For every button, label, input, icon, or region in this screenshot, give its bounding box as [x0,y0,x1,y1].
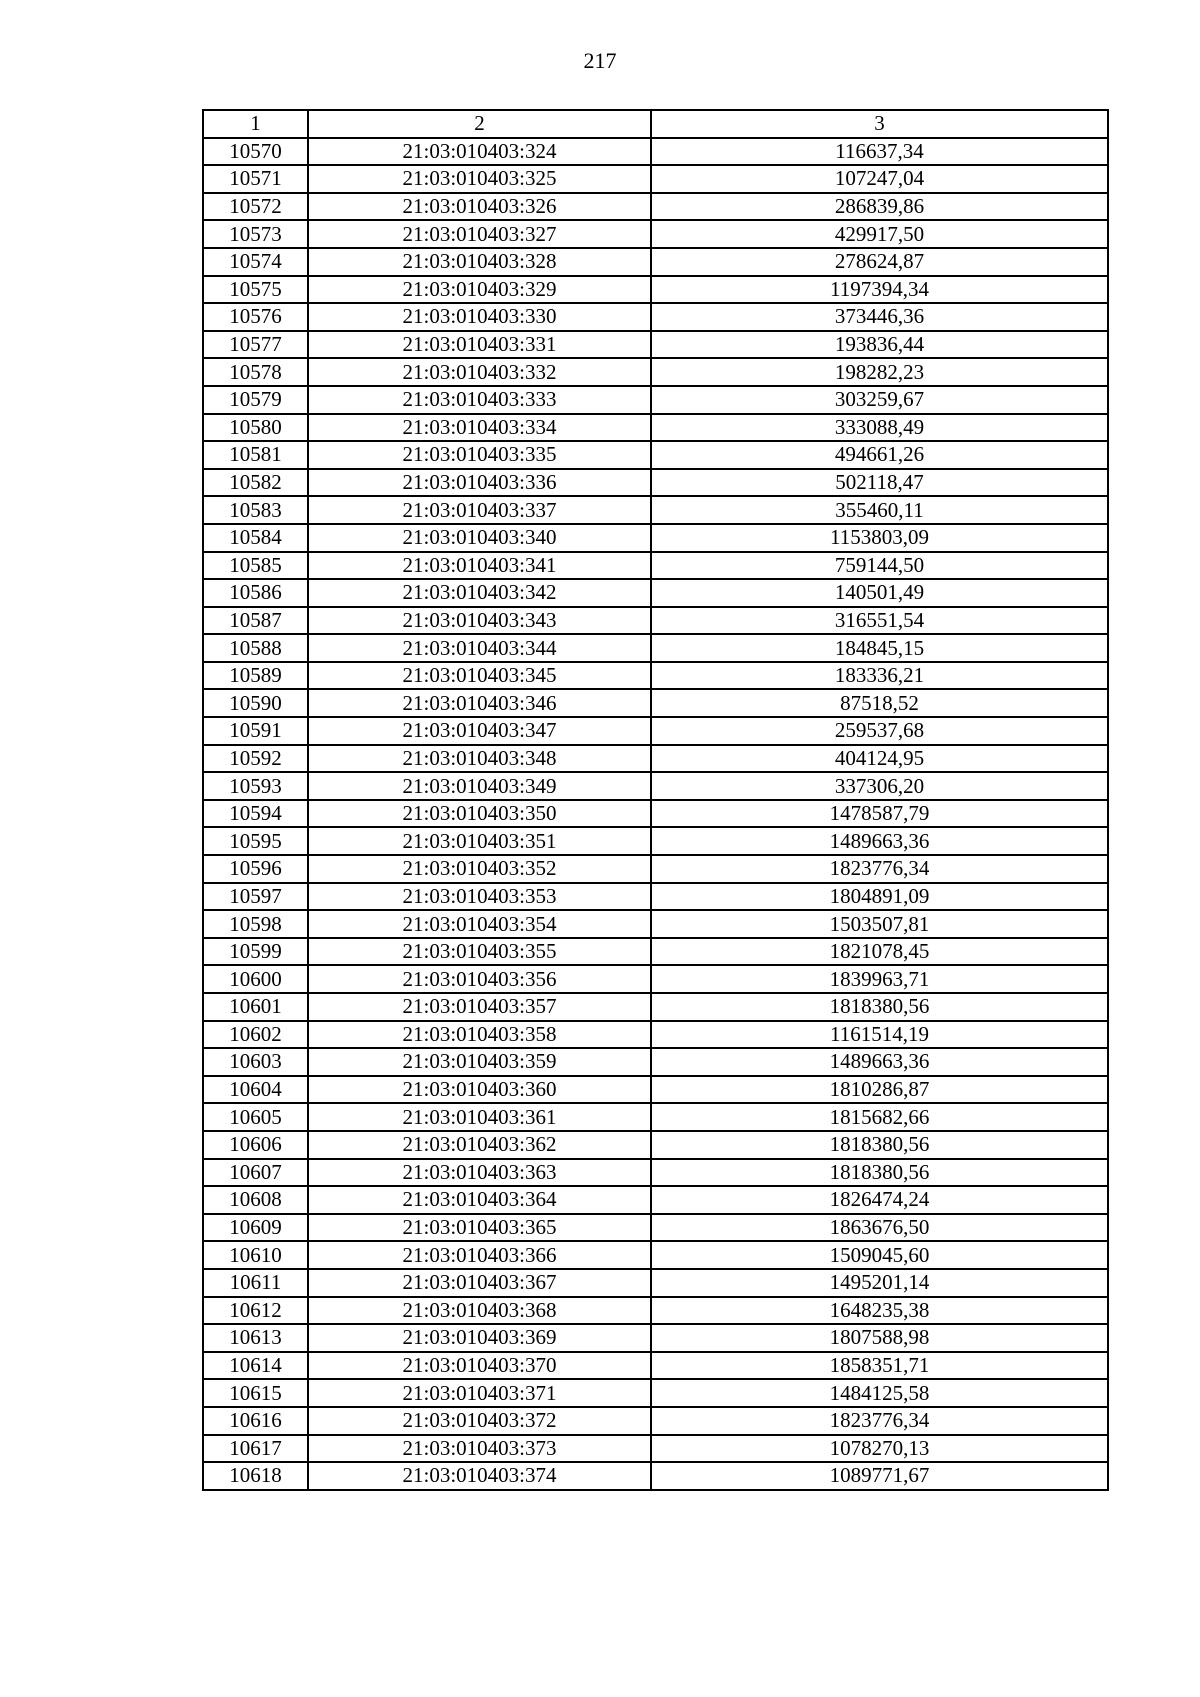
value-cell: 1804891,09 [651,883,1108,911]
row-number-cell: 10586 [203,579,308,607]
cadastral-number-cell: 21:03:010403:355 [308,938,651,966]
value-cell: 1089771,67 [651,1462,1108,1490]
cadastral-number-cell: 21:03:010403:335 [308,441,651,469]
table-row [203,827,1108,855]
table-row [203,938,1108,966]
row-number-cell: 10581 [203,441,308,469]
table-row [203,469,1108,497]
cadastral-number-cell: 21:03:010403:368 [308,1297,651,1325]
cadastral-number-cell: 21:03:010403:343 [308,607,651,635]
cadastral-number-cell: 21:03:010403:349 [308,772,651,800]
table-row [203,248,1108,276]
cadastral-number-cell: 21:03:010403:372 [308,1407,651,1435]
row-number-cell: 10570 [203,138,308,166]
value-cell: 1153803,09 [651,524,1108,552]
table-row [203,855,1108,883]
value-cell: 1858351,71 [651,1352,1108,1380]
value-cell: 259537,68 [651,717,1108,745]
table-row [203,745,1108,773]
value-cell: 404124,95 [651,745,1108,773]
cadastral-number-cell: 21:03:010403:341 [308,552,651,580]
table-row [203,303,1108,331]
table-row [203,662,1108,690]
row-number-cell: 10589 [203,662,308,690]
row-number-cell: 10573 [203,220,308,248]
cadastral-number-cell: 21:03:010403:374 [308,1462,651,1490]
row-number-cell: 10609 [203,1214,308,1242]
table-row [203,441,1108,469]
table-header [203,110,1108,138]
table-row [203,1435,1108,1463]
cadastral-number-cell: 21:03:010403:364 [308,1186,651,1214]
cadastral-number-cell: 21:03:010403:351 [308,827,651,855]
value-cell: 1821078,45 [651,938,1108,966]
value-cell: 1826474,24 [651,1186,1108,1214]
table-row [203,1269,1108,1297]
row-number-cell: 10574 [203,248,308,276]
value-cell: 1815682,66 [651,1103,1108,1131]
table-row [203,193,1108,221]
table-row [203,1407,1108,1435]
table-row [203,1214,1108,1242]
value-cell: 333088,49 [651,414,1108,442]
table-row [203,883,1108,911]
value-cell: 1839963,71 [651,965,1108,993]
table-row [203,331,1108,359]
table-row [203,800,1108,828]
row-number-cell: 10611 [203,1269,308,1297]
table-row [203,910,1108,938]
cadastral-number-cell: 21:03:010403:337 [308,496,651,524]
cadastral-number-cell: 21:03:010403:357 [308,993,651,1021]
table-row [203,717,1108,745]
value-cell: 286839,86 [651,193,1108,221]
row-number-cell: 10600 [203,965,308,993]
value-cell: 1078270,13 [651,1435,1108,1463]
row-number-cell: 10612 [203,1297,308,1325]
cadastral-number-cell: 21:03:010403:369 [308,1324,651,1352]
value-cell: 1478587,79 [651,800,1108,828]
value-cell: 1489663,36 [651,827,1108,855]
row-number-cell: 10588 [203,634,308,662]
row-number-cell: 10584 [203,524,308,552]
cadastral-number-cell: 21:03:010403:367 [308,1269,651,1297]
table-row [203,993,1108,1021]
value-cell: 140501,49 [651,579,1108,607]
value-cell: 1197394,34 [651,276,1108,304]
cadastral-number-cell: 21:03:010403:332 [308,358,651,386]
cadastral-number-cell: 21:03:010403:329 [308,276,651,304]
table-row [203,689,1108,717]
table-row [203,1048,1108,1076]
row-number-cell: 10601 [203,993,308,1021]
table-row [203,1021,1108,1049]
value-cell: 1503507,81 [651,910,1108,938]
row-number-cell: 10613 [203,1324,308,1352]
cadastral-number-cell: 21:03:010403:340 [308,524,651,552]
row-number-cell: 10597 [203,883,308,911]
row-number-cell: 10616 [203,1407,308,1435]
cadastral-number-cell: 21:03:010403:348 [308,745,651,773]
table-row [203,1324,1108,1352]
value-cell: 429917,50 [651,220,1108,248]
row-number-cell: 10571 [203,165,308,193]
table-row [203,1076,1108,1104]
cadastral-number-cell: 21:03:010403:359 [308,1048,651,1076]
table-row [203,579,1108,607]
row-number-cell: 10572 [203,193,308,221]
table-row [203,524,1108,552]
value-cell: 373446,36 [651,303,1108,331]
value-cell: 107247,04 [651,165,1108,193]
table-row [203,276,1108,304]
table-body [203,138,1108,1490]
table-row [203,414,1108,442]
value-cell: 316551,54 [651,607,1108,635]
value-cell: 1489663,36 [651,1048,1108,1076]
cadastral-number-cell: 21:03:010403:365 [308,1214,651,1242]
row-number-cell: 10607 [203,1159,308,1187]
cadastral-number-cell: 21:03:010403:331 [308,331,651,359]
value-cell: 87518,52 [651,689,1108,717]
table-row [203,1131,1108,1159]
table-row [203,1159,1108,1187]
row-number-cell: 10608 [203,1186,308,1214]
cadastral-number-cell: 21:03:010403:366 [308,1241,651,1269]
table-row [203,386,1108,414]
value-cell: 198282,23 [651,358,1108,386]
row-number-cell: 10576 [203,303,308,331]
value-cell: 1648235,38 [651,1297,1108,1325]
value-cell: 494661,26 [651,441,1108,469]
cadastral-number-cell: 21:03:010403:356 [308,965,651,993]
cadastral-number-cell: 21:03:010403:324 [308,138,651,166]
value-cell: 1818380,56 [651,1131,1108,1159]
cadastral-number-cell: 21:03:010403:358 [308,1021,651,1049]
cadastral-number-cell: 21:03:010403:352 [308,855,651,883]
cadastral-number-cell: 21:03:010403:344 [308,634,651,662]
value-cell: 1810286,87 [651,1076,1108,1104]
cadastral-number-cell: 21:03:010403:346 [308,689,651,717]
value-cell: 278624,87 [651,248,1108,276]
value-cell: 193836,44 [651,331,1108,359]
row-number-cell: 10618 [203,1462,308,1490]
cadastral-number-cell: 21:03:010403:325 [308,165,651,193]
row-number-cell: 10594 [203,800,308,828]
cadastral-number-cell: 21:03:010403:363 [308,1159,651,1187]
row-number-cell: 10585 [203,552,308,580]
row-number-cell: 10606 [203,1131,308,1159]
row-number-cell: 10592 [203,745,308,773]
value-cell: 303259,67 [651,386,1108,414]
row-number-cell: 10590 [203,689,308,717]
value-cell: 502118,47 [651,469,1108,497]
row-number-cell: 10587 [203,607,308,635]
value-cell: 1161514,19 [651,1021,1108,1049]
cadastral-number-cell: 21:03:010403:350 [308,800,651,828]
row-number-cell: 10605 [203,1103,308,1131]
row-number-cell: 10579 [203,386,308,414]
row-number-cell: 10604 [203,1076,308,1104]
table-row [203,552,1108,580]
row-number-cell: 10617 [203,1435,308,1463]
value-cell: 1818380,56 [651,993,1108,1021]
row-number-cell: 10583 [203,496,308,524]
value-cell: 1823776,34 [651,1407,1108,1435]
cadastral-number-cell: 21:03:010403:361 [308,1103,651,1131]
row-number-cell: 10578 [203,358,308,386]
row-number-cell: 10596 [203,855,308,883]
value-cell: 184845,15 [651,634,1108,662]
table-row [203,1103,1108,1131]
cadastral-number-cell: 21:03:010403:326 [308,193,651,221]
table-row [203,1462,1108,1490]
value-cell: 1818380,56 [651,1159,1108,1187]
table-row [203,220,1108,248]
cadastral-number-cell: 21:03:010403:370 [308,1352,651,1380]
row-number-cell: 10599 [203,938,308,966]
value-cell: 183336,21 [651,662,1108,690]
cadastral-number-cell: 21:03:010403:354 [308,910,651,938]
row-number-cell: 10575 [203,276,308,304]
table-row [203,607,1108,635]
row-number-cell: 10610 [203,1241,308,1269]
row-number-cell: 10598 [203,910,308,938]
table-row [203,1186,1108,1214]
cadastral-number-cell: 21:03:010403:334 [308,414,651,442]
row-number-cell: 10580 [203,414,308,442]
table-row [203,772,1108,800]
table-row [203,965,1108,993]
cadastral-number-cell: 21:03:010403:373 [308,1435,651,1463]
column-header-3: 3 [651,110,1108,138]
table-row [203,1297,1108,1325]
table-row [203,358,1108,386]
row-number-cell: 10614 [203,1352,308,1380]
cadastral-number-cell: 21:03:010403:330 [308,303,651,331]
value-cell: 759144,50 [651,552,1108,580]
value-cell: 1807588,98 [651,1324,1108,1352]
table-row [203,1241,1108,1269]
table-row [203,165,1108,193]
cadastral-number-cell: 21:03:010403:362 [308,1131,651,1159]
cadastral-number-cell: 21:03:010403:371 [308,1379,651,1407]
table-row [203,1379,1108,1407]
cadastral-number-cell: 21:03:010403:345 [308,662,651,690]
row-number-cell: 10602 [203,1021,308,1049]
column-header-1: 1 [203,110,308,138]
row-number-cell: 10603 [203,1048,308,1076]
data-table [202,109,1109,1491]
table-row [203,634,1108,662]
cadastral-number-cell: 21:03:010403:347 [308,717,651,745]
cadastral-number-cell: 21:03:010403:342 [308,579,651,607]
value-cell: 1495201,14 [651,1269,1108,1297]
table-row [203,1352,1108,1380]
value-cell: 1509045,60 [651,1241,1108,1269]
value-cell: 1484125,58 [651,1379,1108,1407]
row-number-cell: 10595 [203,827,308,855]
table-row [203,138,1108,166]
column-header-2: 2 [308,110,651,138]
table-row [203,496,1108,524]
row-number-cell: 10593 [203,772,308,800]
value-cell: 1863676,50 [651,1214,1108,1242]
row-number-cell: 10615 [203,1379,308,1407]
row-number-cell: 10577 [203,331,308,359]
cadastral-number-cell: 21:03:010403:327 [308,220,651,248]
value-cell: 116637,34 [651,138,1108,166]
page-number: 217 [583,48,617,73]
value-cell: 355460,11 [651,496,1108,524]
cadastral-number-cell: 21:03:010403:336 [308,469,651,497]
row-number-cell: 10591 [203,717,308,745]
cadastral-number-cell: 21:03:010403:328 [308,248,651,276]
cadastral-number-cell: 21:03:010403:333 [308,386,651,414]
value-cell: 337306,20 [651,772,1108,800]
cadastral-number-cell: 21:03:010403:360 [308,1076,651,1104]
header-row [203,110,1108,138]
value-cell: 1823776,34 [651,855,1108,883]
row-number-cell: 10582 [203,469,308,497]
cadastral-number-cell: 21:03:010403:353 [308,883,651,911]
